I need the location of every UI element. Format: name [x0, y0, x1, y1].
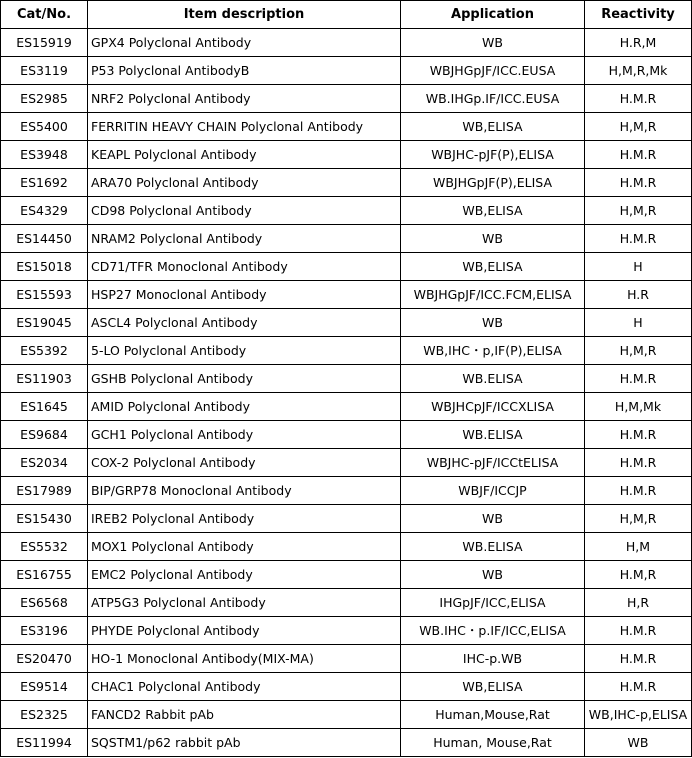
cell-application: WBJHGpJF/ICC.EUSA	[401, 57, 585, 85]
cell-application: WB	[401, 505, 585, 533]
cell-application: WB.ELISA	[401, 533, 585, 561]
cell-item-description: FERRITIN HEAVY CHAIN Polyclonal Antibody	[88, 113, 401, 141]
cell-application: WB.IHC・p.IF/ICC,ELISA	[401, 617, 585, 645]
cell-cat-no: ES5532	[1, 533, 88, 561]
header-cat-no: Cat/No.	[1, 1, 88, 29]
cell-application: WB	[401, 561, 585, 589]
cell-item-description: EMC2 Polyclonal Antibody	[88, 561, 401, 589]
header-application: Application	[401, 1, 585, 29]
table-row	[1, 701, 692, 729]
cell-reactivity: H	[585, 253, 692, 281]
table-row	[1, 85, 692, 113]
table-row	[1, 281, 692, 309]
cell-reactivity: H.M,R	[585, 561, 692, 589]
cell-item-description: HO-1 Monoclonal Antibody(MIX-MA)	[88, 645, 401, 673]
cell-application: WB,ELISA	[401, 253, 585, 281]
cell-reactivity: H.M.R	[585, 225, 692, 253]
table-row	[1, 169, 692, 197]
cell-cat-no: ES9514	[1, 673, 88, 701]
table-row	[1, 197, 692, 225]
cell-item-description: HSP27 Monoclonal Antibody	[88, 281, 401, 309]
cell-cat-no: ES2985	[1, 85, 88, 113]
cell-cat-no: ES11903	[1, 365, 88, 393]
cell-reactivity: H.M.R	[585, 421, 692, 449]
cell-reactivity: WB	[585, 729, 692, 757]
cell-item-description: MOX1 Polyclonal Antibody	[88, 533, 401, 561]
cell-reactivity: H.M.R	[585, 449, 692, 477]
cell-reactivity: H,M	[585, 533, 692, 561]
table-row	[1, 113, 692, 141]
cell-cat-no: ES3196	[1, 617, 88, 645]
cell-reactivity: H.M.R	[585, 169, 692, 197]
cell-application: WB.ELISA	[401, 365, 585, 393]
cell-reactivity: H.M.R	[585, 645, 692, 673]
cell-application: WBJHGpJF(P),ELISA	[401, 169, 585, 197]
cell-cat-no: ES5400	[1, 113, 88, 141]
cell-cat-no: ES4329	[1, 197, 88, 225]
cell-cat-no: ES20470	[1, 645, 88, 673]
table-body	[1, 29, 692, 757]
cell-application: WB,ELISA	[401, 673, 585, 701]
table-row	[1, 561, 692, 589]
cell-cat-no: ES2034	[1, 449, 88, 477]
cell-application: WB	[401, 29, 585, 57]
cell-cat-no: ES1645	[1, 393, 88, 421]
table-row	[1, 337, 692, 365]
cell-cat-no: ES15593	[1, 281, 88, 309]
cell-application: WBJF/ICCJP	[401, 477, 585, 505]
cell-item-description: FANCD2 Rabbit pAb	[88, 701, 401, 729]
cell-item-description: ATP5G3 Polyclonal Antibody	[88, 589, 401, 617]
table-row	[1, 253, 692, 281]
cell-item-description: PHYDE Polyclonal Antibody	[88, 617, 401, 645]
table-row	[1, 645, 692, 673]
cell-reactivity: H.R,M	[585, 29, 692, 57]
header-row	[1, 1, 692, 29]
cell-item-description: P53 Polyclonal AntibodyB	[88, 57, 401, 85]
cell-item-description: NRAM2 Polyclonal Antibody	[88, 225, 401, 253]
cell-application: WBJHC-pJF(P),ELISA	[401, 141, 585, 169]
cell-application: WBJHCpJF/ICCXLISA	[401, 393, 585, 421]
cell-cat-no: ES9684	[1, 421, 88, 449]
cell-application: WB	[401, 225, 585, 253]
table-row	[1, 617, 692, 645]
cell-reactivity: H.M.R	[585, 673, 692, 701]
cell-application: WB,ELISA	[401, 113, 585, 141]
cell-cat-no: ES17989	[1, 477, 88, 505]
cell-item-description: ASCL4 Polyclonal Antibody	[88, 309, 401, 337]
cell-cat-no: ES11994	[1, 729, 88, 757]
cell-item-description: ARA70 Polyclonal Antibody	[88, 169, 401, 197]
cell-application: Human,Mouse,Rat	[401, 701, 585, 729]
cell-reactivity: H,M,R	[585, 197, 692, 225]
table-row	[1, 477, 692, 505]
table-row	[1, 533, 692, 561]
cell-application: WBJHGpJF/ICC.FCM,ELISA	[401, 281, 585, 309]
table-row	[1, 393, 692, 421]
cell-reactivity: H	[585, 309, 692, 337]
table-row	[1, 673, 692, 701]
cell-item-description: GCH1 Polyclonal Antibody	[88, 421, 401, 449]
cell-cat-no: ES14450	[1, 225, 88, 253]
cell-cat-no: ES1692	[1, 169, 88, 197]
cell-item-description: NRF2 Polyclonal Antibody	[88, 85, 401, 113]
cell-application: IHC-p.WB	[401, 645, 585, 673]
cell-application: WBJHC-pJF/ICCtELISA	[401, 449, 585, 477]
cell-cat-no: ES6568	[1, 589, 88, 617]
header-item-description: Item description	[88, 1, 401, 29]
cell-cat-no: ES3948	[1, 141, 88, 169]
cell-item-description: GPX4 Polyclonal Antibody	[88, 29, 401, 57]
cell-reactivity: WB,IHC-p,ELISA	[585, 701, 692, 729]
table-row	[1, 421, 692, 449]
cell-reactivity: H.M.R	[585, 365, 692, 393]
cell-reactivity: H.R	[585, 281, 692, 309]
table-row	[1, 365, 692, 393]
cell-application: WB,ELISA	[401, 197, 585, 225]
table-row	[1, 225, 692, 253]
table-row	[1, 309, 692, 337]
table-row	[1, 57, 692, 85]
cell-reactivity: H,R	[585, 589, 692, 617]
cell-item-description: GSHB Polyclonal Antibody	[88, 365, 401, 393]
cell-application: WB.ELISA	[401, 421, 585, 449]
cell-cat-no: ES19045	[1, 309, 88, 337]
cell-application: IHGpJF/ICC,ELISA	[401, 589, 585, 617]
cell-item-description: BIP/GRP78 Monoclonal Antibody	[88, 477, 401, 505]
cell-reactivity: H,M,R	[585, 113, 692, 141]
cell-application: WB,IHC・p,IF(P),ELISA	[401, 337, 585, 365]
cell-cat-no: ES2325	[1, 701, 88, 729]
table-row	[1, 29, 692, 57]
cell-item-description: COX-2 Polyclonal Antibody	[88, 449, 401, 477]
cell-item-description: SQSTM1/p62 rabbit pAb	[88, 729, 401, 757]
cell-cat-no: ES5392	[1, 337, 88, 365]
table-header	[1, 1, 692, 29]
table-row	[1, 449, 692, 477]
cell-reactivity: H.M.R	[585, 85, 692, 113]
cell-cat-no: ES15919	[1, 29, 88, 57]
cell-application: WB.IHGp.IF/ICC.EUSA	[401, 85, 585, 113]
table-row	[1, 141, 692, 169]
table-row	[1, 729, 692, 757]
cell-item-description: CD71/TFR Monoclonal Antibody	[88, 253, 401, 281]
table-row	[1, 589, 692, 617]
cell-item-description: CHAC1 Polyclonal Antibody	[88, 673, 401, 701]
cell-reactivity: H,M,R	[585, 337, 692, 365]
cell-item-description: AMID Polyclonal Antibody	[88, 393, 401, 421]
cell-cat-no: ES15430	[1, 505, 88, 533]
cell-reactivity: H,M,R	[585, 505, 692, 533]
cell-application: WB	[401, 309, 585, 337]
cell-reactivity: H.M.R	[585, 477, 692, 505]
header-reactivity: Reactivity	[585, 1, 692, 29]
cell-reactivity: H,M,Mk	[585, 393, 692, 421]
cell-reactivity: H.M.R	[585, 617, 692, 645]
cell-item-description: KEAPL Polyclonal Antibody	[88, 141, 401, 169]
table-row	[1, 505, 692, 533]
cell-item-description: 5-LO Polyclonal Antibody	[88, 337, 401, 365]
cell-item-description: CD98 Polyclonal Antibody	[88, 197, 401, 225]
cell-cat-no: ES3119	[1, 57, 88, 85]
cell-application: Human, Mouse,Rat	[401, 729, 585, 757]
cell-reactivity: H.M.R	[585, 141, 692, 169]
cell-reactivity: H,M,R,Mk	[585, 57, 692, 85]
cell-cat-no: ES15018	[1, 253, 88, 281]
cell-cat-no: ES16755	[1, 561, 88, 589]
cell-item-description: IREB2 Polyclonal Antibody	[88, 505, 401, 533]
